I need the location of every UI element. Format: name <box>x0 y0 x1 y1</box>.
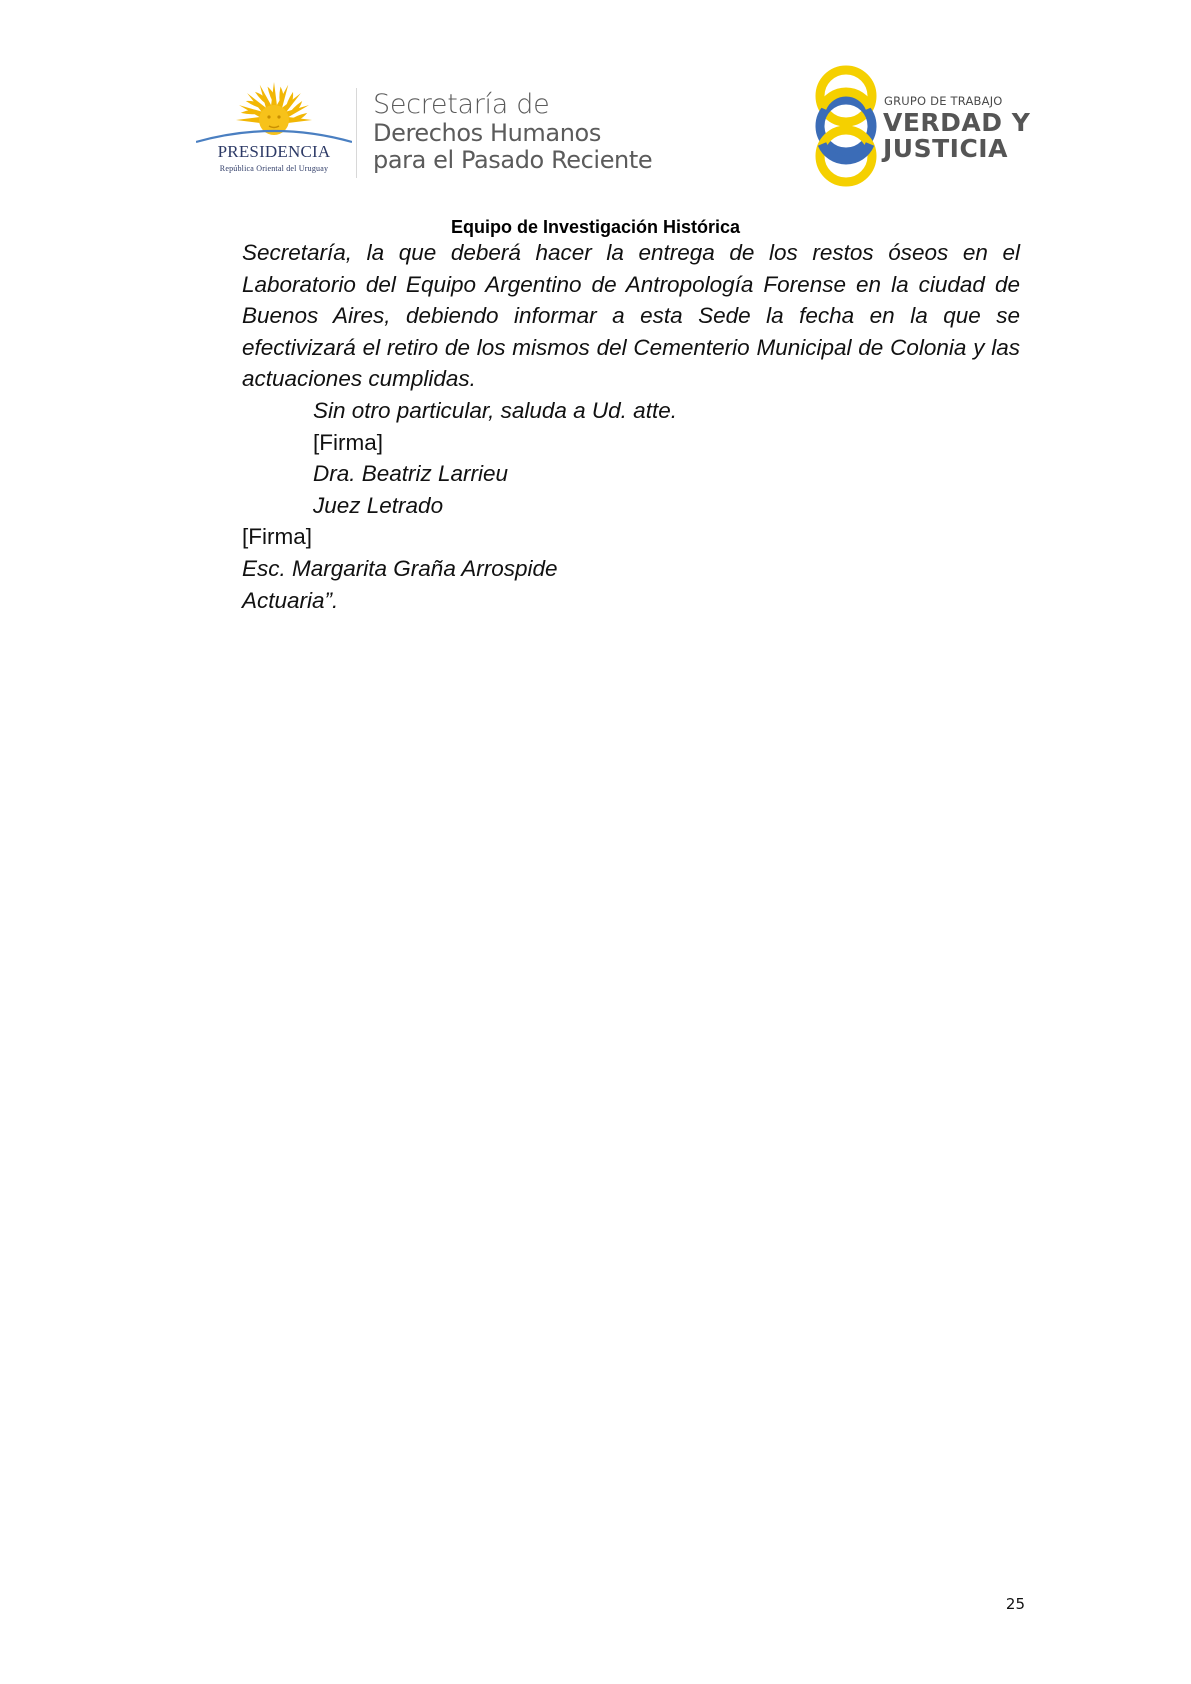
body-paragraph: Secretaría, la que deberá hacer la entrega de los restos óseos en el Laboratorio del Equipo Argentino de Antropología Forense en la ciudad de Buenos Aires, debiendo informar a esta Sede la fecha en la que se efectivizará el retiro de los mismos del Cementerio Municipal de Colonia y las actuaciones cumplidas. <box>242 240 1020 392</box>
signature-mark-2: [Firma] <box>242 524 312 550</box>
verdad-justicia-logo <box>810 62 1030 192</box>
signatory-title-2: Actuaria”. <box>242 587 339 613</box>
presidencia-logo <box>196 80 352 180</box>
secretaria-line-1: Secretaría de <box>373 89 550 120</box>
page-header <box>0 0 1191 210</box>
gtvj-line-2: JUSTICIA <box>883 134 1008 163</box>
secretaria-wordmark <box>373 90 703 174</box>
signature-mark-1: [Firma] <box>313 429 383 455</box>
presidencia-subtitle: República Oriental del Uruguay <box>219 164 329 173</box>
signatory-title-1: Juez Letrado <box>313 492 444 518</box>
page-number: 25 <box>1005 1595 1025 1613</box>
gtvj-line-1: VERDAD Y <box>883 108 1031 137</box>
document-heading: Equipo de Investigación Histórica <box>450 217 741 237</box>
presidencia-title: PRESIDENCIA <box>217 142 331 161</box>
closing-line: Sin otro particular, saluda a Ud. atte. <box>313 397 677 423</box>
gtvj-small-text: GRUPO DE TRABAJO <box>884 94 1003 108</box>
secretaria-line-3: para el Pasado Reciente <box>373 146 653 174</box>
interlocking-rings-icon <box>810 62 882 192</box>
uruguay-sun-icon <box>196 80 352 150</box>
logo-divider <box>356 88 357 178</box>
signatory-name-1: Dra. Beatriz Larrieu <box>313 461 509 487</box>
document-body <box>242 237 1020 616</box>
secretaria-line-2: Derechos Humanos <box>373 119 601 147</box>
signatory-name-2: Esc. Margarita Graña Arrospide <box>242 555 558 581</box>
